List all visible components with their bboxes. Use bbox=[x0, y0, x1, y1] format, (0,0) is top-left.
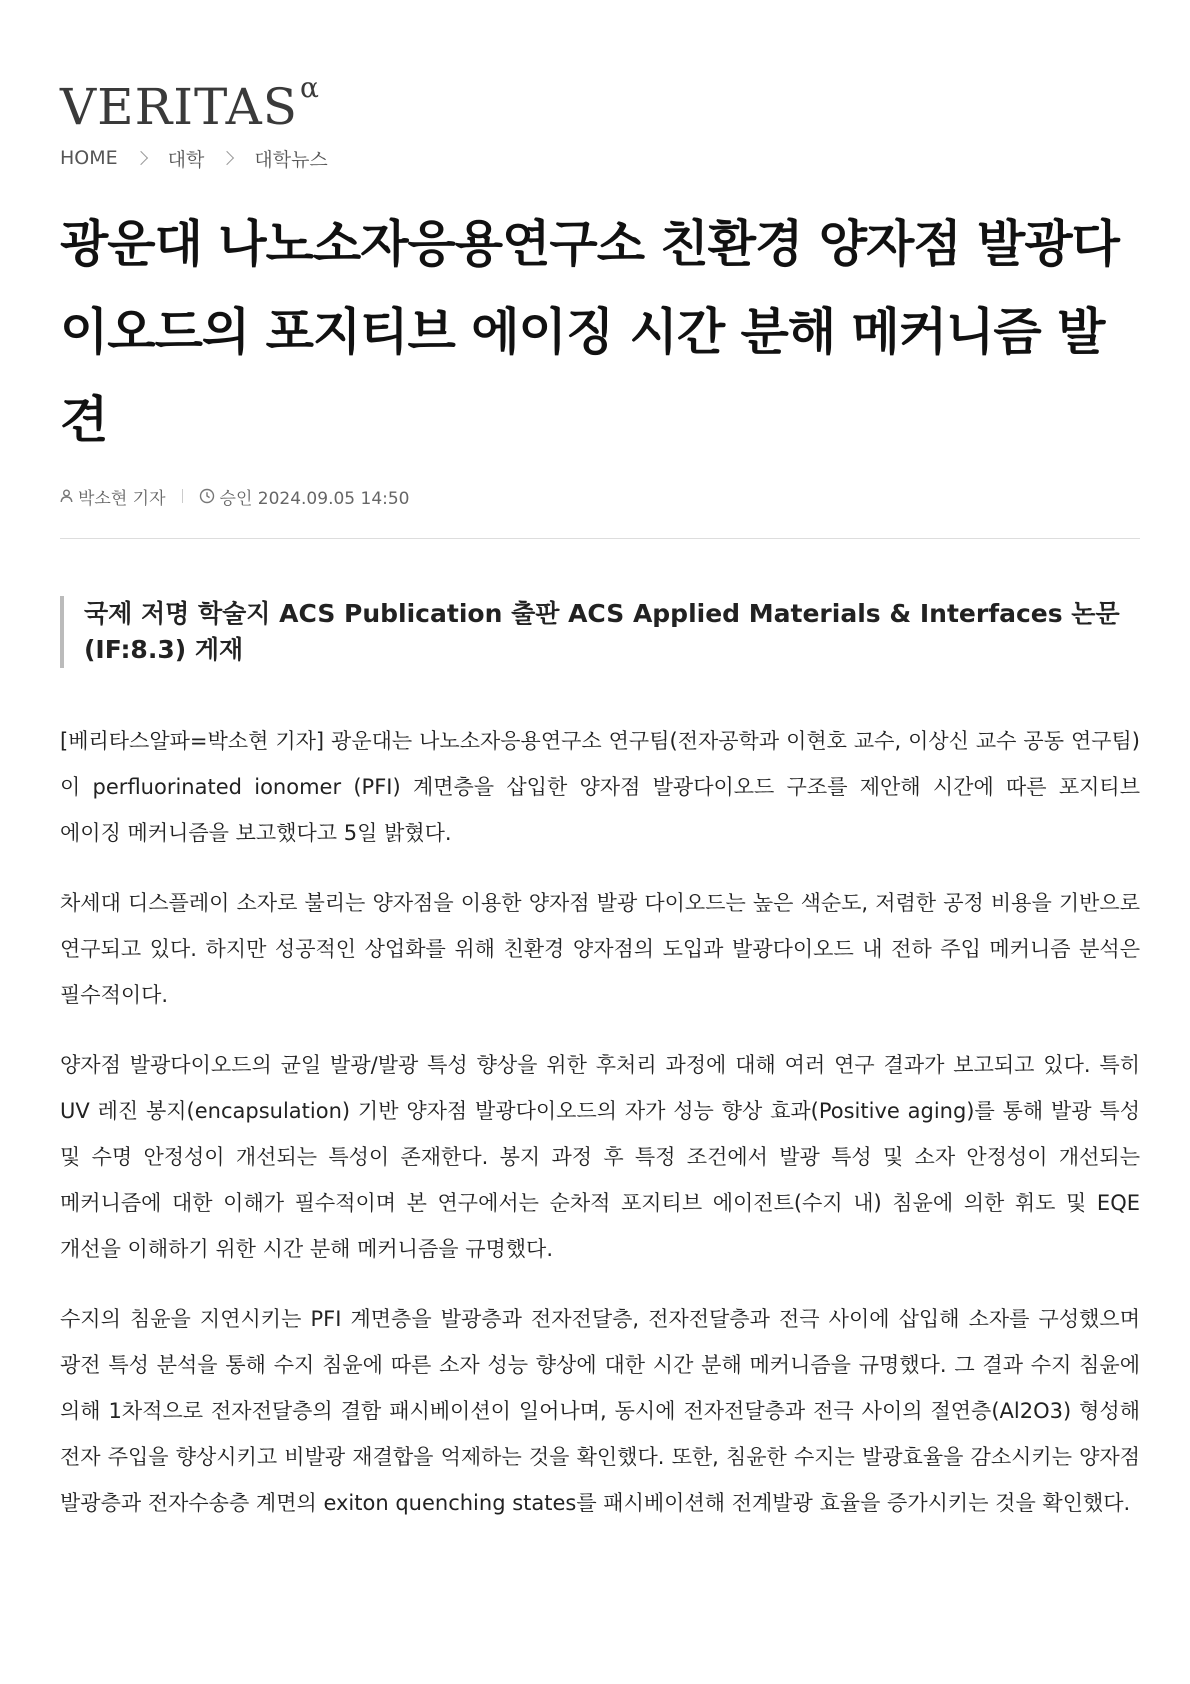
author-name[interactable]: 박소현 기자 bbox=[78, 488, 166, 509]
article-paragraph: [베리타스알파=박소현 기자] 광운대는 나노소자응용연구소 연구팀(전자공학과 이현호 교수, 이상신 교수 공동 연구팀)이 perfluorinated ionomer (PFI) 계면층을 삽입한 양자점 발광다이오드 구조를 제안해 시간에 따른 포지티브 에이징 메커니즘을 보고했다고 5일 밝혔다. bbox=[60, 729, 1140, 845]
logo-alpha-mark: α bbox=[299, 71, 319, 104]
article-paragraph: 차세대 디스플레이 소자로 불리는 양자점을 이용한 양자점 발광 다이오드는 높은 색순도, 저렴한 공정 비용을 기반으로 연구되고 있다. 하지만 성공적인 상업화를 위해 친환경 양자점의 도입과 발광다이오드 내 전하 주입 메커니즘 분석은 필수적이다. bbox=[60, 891, 1140, 1007]
meta-divider bbox=[182, 489, 183, 503]
site-logo[interactable] bbox=[60, 71, 319, 140]
breadcrumb-home[interactable]: HOME bbox=[60, 147, 118, 169]
clock-icon bbox=[199, 488, 215, 504]
header-divider bbox=[60, 538, 1140, 539]
publish-date: 승인 2024.09.05 14:50 bbox=[219, 488, 410, 509]
publish-info bbox=[199, 484, 410, 509]
author-info bbox=[60, 484, 166, 509]
article-subtitle: 국제 저명 학술지 ACS Publication 출판 ACS Applied Materials & Interfaces 논문 (IF:8.3) 게재 bbox=[60, 596, 1140, 668]
person-icon bbox=[60, 489, 73, 503]
chevron-right-icon bbox=[134, 151, 148, 165]
article-meta bbox=[60, 483, 410, 509]
breadcrumb-university-news[interactable]: 대학뉴스 bbox=[254, 148, 328, 171]
logo-wordmark: VERITAS bbox=[60, 78, 298, 136]
article-paragraph: 수지의 침윤을 지연시키는 PFI 계면층을 발광층과 전자전달층, 전자전달층과 전극 사이에 삽입해 소자를 구성했으며 광전 특성 분석을 통해 수지 침윤에 따른 소자 성능 향상에 대한 시간 분해 메커니즘을 규명했다. 그 결과 수지 침윤에 의해 1차적으로 전자전달층의 결함 패시베이션이 일어나며, 동시에 전자전달층과 전극 사이의 절연층(Al2O3) 형성해 전자 주입을 향상시키고 비발광 재결합을 억제하는 것을 확인했다. 또한, 침윤한 수지는 발광효율을 감소시키는 양자점 발광층과 전자수송층 계면의 exiton quenching states를 패시베이션해 전계발광 효율을 증가시키는 것을 확인했다. bbox=[60, 1307, 1140, 1515]
breadcrumb-university[interactable]: 대학 bbox=[167, 148, 205, 171]
article-body bbox=[60, 718, 1140, 1550]
article-paragraph: 양자점 발광다이오드의 균일 발광/발광 특성 향상을 위한 후처리 과정에 대해 여러 연구 결과가 보고되고 있다. 특히 UV 레진 봉지(encapsulation) 기반 양자점 발광다이오드의 자가 성능 향상 효과(Positive aging)를 통해 발광 특성 및 수명 안정성이 개선되는 특성이 존재한다. 봉지 과정 후 특정 조건에서 발광 특성 및 소자 안정성이 개선되는 메커니즘에 대한 이해가 필수적이며 본 연구에서는 순차적 포지티브 에이전트(수지 내) 침윤에 의한 휘도 및 EQE 개선을 이해하기 위한 시간 분해 메커니즘을 규명했다. bbox=[60, 1053, 1140, 1261]
chevron-right-icon bbox=[220, 151, 234, 165]
breadcrumb bbox=[60, 144, 328, 172]
article-title: 광운대 나노소자응용연구소 친환경 양자점 발광다이오드의 포지티브 에이징 시간 분해 메커니즘 발견 bbox=[60, 215, 1119, 449]
